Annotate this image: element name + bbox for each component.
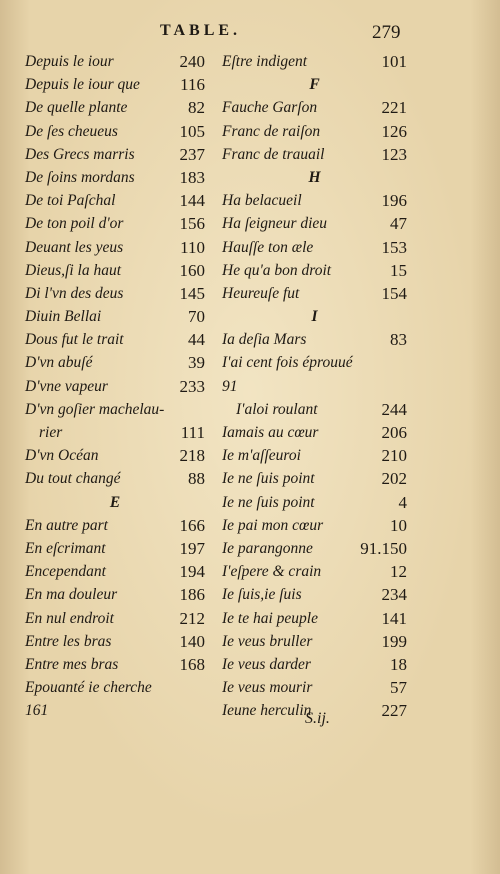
entry-page-number: 240	[179, 52, 205, 71]
entry-page-number: 110	[180, 237, 205, 257]
entry-page-number: 233	[179, 376, 205, 396]
index-entry	[222, 50, 407, 73]
entry-page-number: 234	[381, 585, 407, 605]
entry-title: He qu'a bon droit	[222, 261, 332, 279]
entry-page-number: 105	[179, 121, 205, 141]
entry-page-number: 88	[188, 469, 205, 489]
index-entry	[222, 375, 407, 398]
entry-title: Depuis le iour	[25, 53, 114, 70]
entry-title: I'aloi roulant	[236, 400, 318, 418]
entry-title: Du tout changé	[25, 470, 121, 488]
entry-page-number: 186	[179, 585, 205, 605]
section-letter	[222, 305, 407, 328]
entry-page-number: 18	[390, 654, 407, 674]
section-letter-label: F	[309, 76, 320, 94]
entry-page-number: 237	[179, 144, 205, 164]
index-entry	[222, 514, 407, 537]
entry-page-number: 4	[398, 492, 407, 512]
entry-title: Hauſſe ton æle	[222, 238, 314, 256]
entry-page-number: 156	[179, 214, 205, 234]
entry-page-number: 244	[381, 399, 407, 419]
section-letter	[222, 166, 407, 189]
entry-page-number: 202	[381, 469, 407, 489]
entry-title: Diuin Bellai	[25, 308, 102, 326]
index-entry	[222, 537, 407, 560]
index-entry	[25, 328, 205, 351]
index-entry	[222, 444, 407, 467]
index-entry	[25, 143, 205, 166]
index-entry	[25, 212, 205, 235]
entry-title: I'eſpere & crain	[222, 563, 322, 581]
entry-page-number: 197	[179, 538, 205, 558]
section-letter-label: H	[308, 168, 321, 186]
entry-page-number: 140	[179, 631, 205, 651]
entry-title: Ie ſuis,ie ſuis	[222, 586, 302, 604]
entry-title: Ia deſia Mars	[222, 331, 307, 349]
entry-page-number: 70	[188, 307, 205, 327]
entry-title: Fauche Garſon	[222, 99, 318, 117]
entry-page-number: 154	[381, 283, 407, 303]
entry-page-number: 221	[381, 98, 407, 118]
entry-title: Ie veus bruller	[222, 632, 313, 650]
entry-title: Ha belacueil	[222, 192, 302, 210]
index-entry	[222, 189, 407, 212]
index-entry	[25, 467, 205, 490]
entry-title: Ie veus darder	[222, 655, 311, 673]
entry-page-number: 83	[390, 330, 407, 350]
entry-title: En eſcrimant	[25, 539, 106, 557]
index-entry	[25, 560, 205, 583]
index-entry	[25, 73, 205, 96]
entry-page-number: 183	[179, 167, 205, 187]
index-entry	[25, 351, 205, 374]
entry-title: Ie te hai peuple	[222, 609, 318, 627]
entry-page-number: 57	[390, 678, 407, 698]
index-entry	[222, 236, 407, 259]
entry-title: En autre part	[25, 516, 108, 534]
entry-title: Dous fut le trait	[25, 331, 124, 349]
entry-page-number: 39	[188, 353, 205, 373]
entry-title: Franc de trauail	[222, 145, 325, 163]
entry-page-number: 166	[179, 515, 205, 535]
entry-page-number: 145	[179, 283, 205, 303]
index-entry	[25, 259, 205, 282]
entry-title: rier	[39, 424, 63, 441]
entry-title: Franc de raiſon	[222, 122, 321, 140]
index-entry	[222, 212, 407, 235]
index-entry	[25, 282, 205, 305]
index-entry	[25, 421, 205, 444]
entry-page-number: 153	[381, 237, 407, 257]
signature-mark: S.ij.	[305, 710, 330, 727]
entry-page-number: 160	[179, 260, 205, 280]
index-entry	[222, 120, 407, 143]
index-entry	[25, 120, 205, 143]
entry-title: Des Grecs marris	[25, 145, 135, 163]
index-entry	[25, 583, 205, 606]
entry-title: Dieus,ſi la haut	[25, 261, 122, 279]
entry-title: Ie parangonne	[222, 539, 313, 557]
running-header	[0, 22, 500, 50]
entry-page-number: 212	[179, 608, 205, 628]
entry-title: Deuant les yeus	[25, 238, 124, 256]
index-entry	[222, 282, 407, 305]
entry-title: Ie ne ſuis point	[222, 470, 315, 488]
entry-title: Ie m'aſſeuroi	[222, 447, 301, 465]
entry-page-number: 111	[180, 423, 205, 442]
index-entry	[222, 607, 407, 630]
entry-title: En nul endroit	[25, 609, 114, 627]
entry-title: Epouanté ie cherche	[25, 679, 152, 697]
entry-title: De toi Paſchal	[25, 192, 116, 210]
index-entry	[25, 630, 205, 653]
index-entry	[222, 328, 407, 351]
index-entry	[25, 236, 205, 259]
entry-page-number: 168	[179, 654, 205, 674]
entry-page-number: 210	[381, 446, 407, 466]
index-entry	[25, 676, 205, 699]
running-title: TABLE.	[160, 22, 242, 39]
entry-title: D'vn abuſé	[25, 354, 93, 372]
section-letter-label: E	[109, 493, 121, 511]
index-entry	[222, 653, 407, 676]
entry-title: Depuis le iour que	[25, 76, 140, 94]
entry-title: Iamais au cœur	[222, 424, 319, 441]
entry-title: Entre les bras	[25, 632, 112, 650]
index-entry	[222, 630, 407, 653]
index-entry	[25, 537, 205, 560]
index-entry	[25, 398, 205, 421]
index-entry	[25, 166, 205, 189]
index-entry	[222, 398, 407, 421]
entry-page-number: 116	[180, 75, 205, 95]
index-entry	[25, 189, 205, 212]
entry-page-number: 218	[179, 446, 205, 466]
entry-page-number: 126	[381, 121, 407, 141]
entry-title: Ie pai mon cœur	[222, 516, 324, 534]
index-entry	[222, 421, 407, 444]
entry-title: De ſoins mordans	[25, 168, 135, 186]
entry-title: De quelle plante	[25, 99, 128, 117]
entry-title: Ie veus mourir	[222, 679, 313, 697]
entry-title: Ie ne ſuis point	[222, 493, 315, 511]
index-entry	[25, 96, 205, 119]
page-number: 279	[372, 22, 401, 43]
entry-page-number: 123	[381, 144, 407, 164]
index-entry	[25, 50, 205, 73]
index-entry	[222, 491, 407, 514]
index-entry	[222, 676, 407, 699]
index-entry	[222, 143, 407, 166]
index-entry	[25, 444, 205, 467]
entry-title: D'vn goſier machelau-	[25, 400, 165, 418]
entry-page-number: 227	[381, 701, 407, 721]
entry-page-number: 206	[381, 423, 407, 442]
entry-title: D'vn Océan	[25, 447, 99, 465]
entry-page-number: 144	[179, 191, 205, 211]
entry-page-number: 91.150	[360, 538, 407, 558]
index-entry	[25, 514, 205, 537]
section-letter	[222, 73, 407, 96]
entry-title: I'ai cent fois éprouué	[222, 354, 353, 372]
entry-title: Di l'vn des deus	[25, 284, 124, 302]
entry-title: De ton poil d'or	[25, 215, 124, 233]
index-entry	[25, 607, 205, 630]
index-entry	[222, 467, 407, 490]
index-column-right	[222, 50, 407, 722]
entry-title: Encependant	[25, 563, 106, 581]
index-entry	[222, 351, 407, 374]
index-entry	[222, 96, 407, 119]
index-entry	[25, 305, 205, 328]
entry-page-number: 12	[390, 562, 407, 582]
section-letter	[25, 491, 205, 514]
index-column-left	[25, 50, 205, 722]
entry-title: En ma douleur	[25, 586, 118, 604]
entry-title: Heureuſe fut	[222, 284, 300, 302]
entry-title: Ieune herculin	[222, 702, 312, 720]
entry-page-number: 10	[390, 515, 407, 535]
index-entry	[222, 259, 407, 282]
index-entry	[25, 653, 205, 676]
entry-title: 161	[25, 702, 49, 720]
entry-title: 91	[222, 377, 238, 395]
entry-title: D'vne vapeur	[25, 377, 108, 395]
entry-title: De ſes cheueus	[25, 122, 118, 140]
entry-title: Entre mes bras	[25, 655, 119, 673]
entry-page-number: 44	[188, 330, 205, 350]
entry-page-number: 15	[390, 260, 407, 280]
index-entry	[222, 583, 407, 606]
entry-page-number: 199	[381, 631, 407, 651]
entry-page-number: 194	[179, 562, 205, 582]
entry-page-number: 141	[381, 608, 407, 628]
index-entry	[222, 560, 407, 583]
entry-page-number: 101	[381, 52, 407, 71]
index-entry	[25, 375, 205, 398]
entry-title: Ha ſeigneur dieu	[222, 215, 328, 233]
entry-page-number: 47	[390, 214, 407, 234]
section-letter-label: I	[311, 308, 318, 326]
entry-page-number: 196	[381, 191, 407, 211]
entry-page-number: 82	[188, 98, 205, 118]
entry-title: Eſtre indigent	[222, 53, 308, 70]
index-entry	[25, 699, 205, 722]
